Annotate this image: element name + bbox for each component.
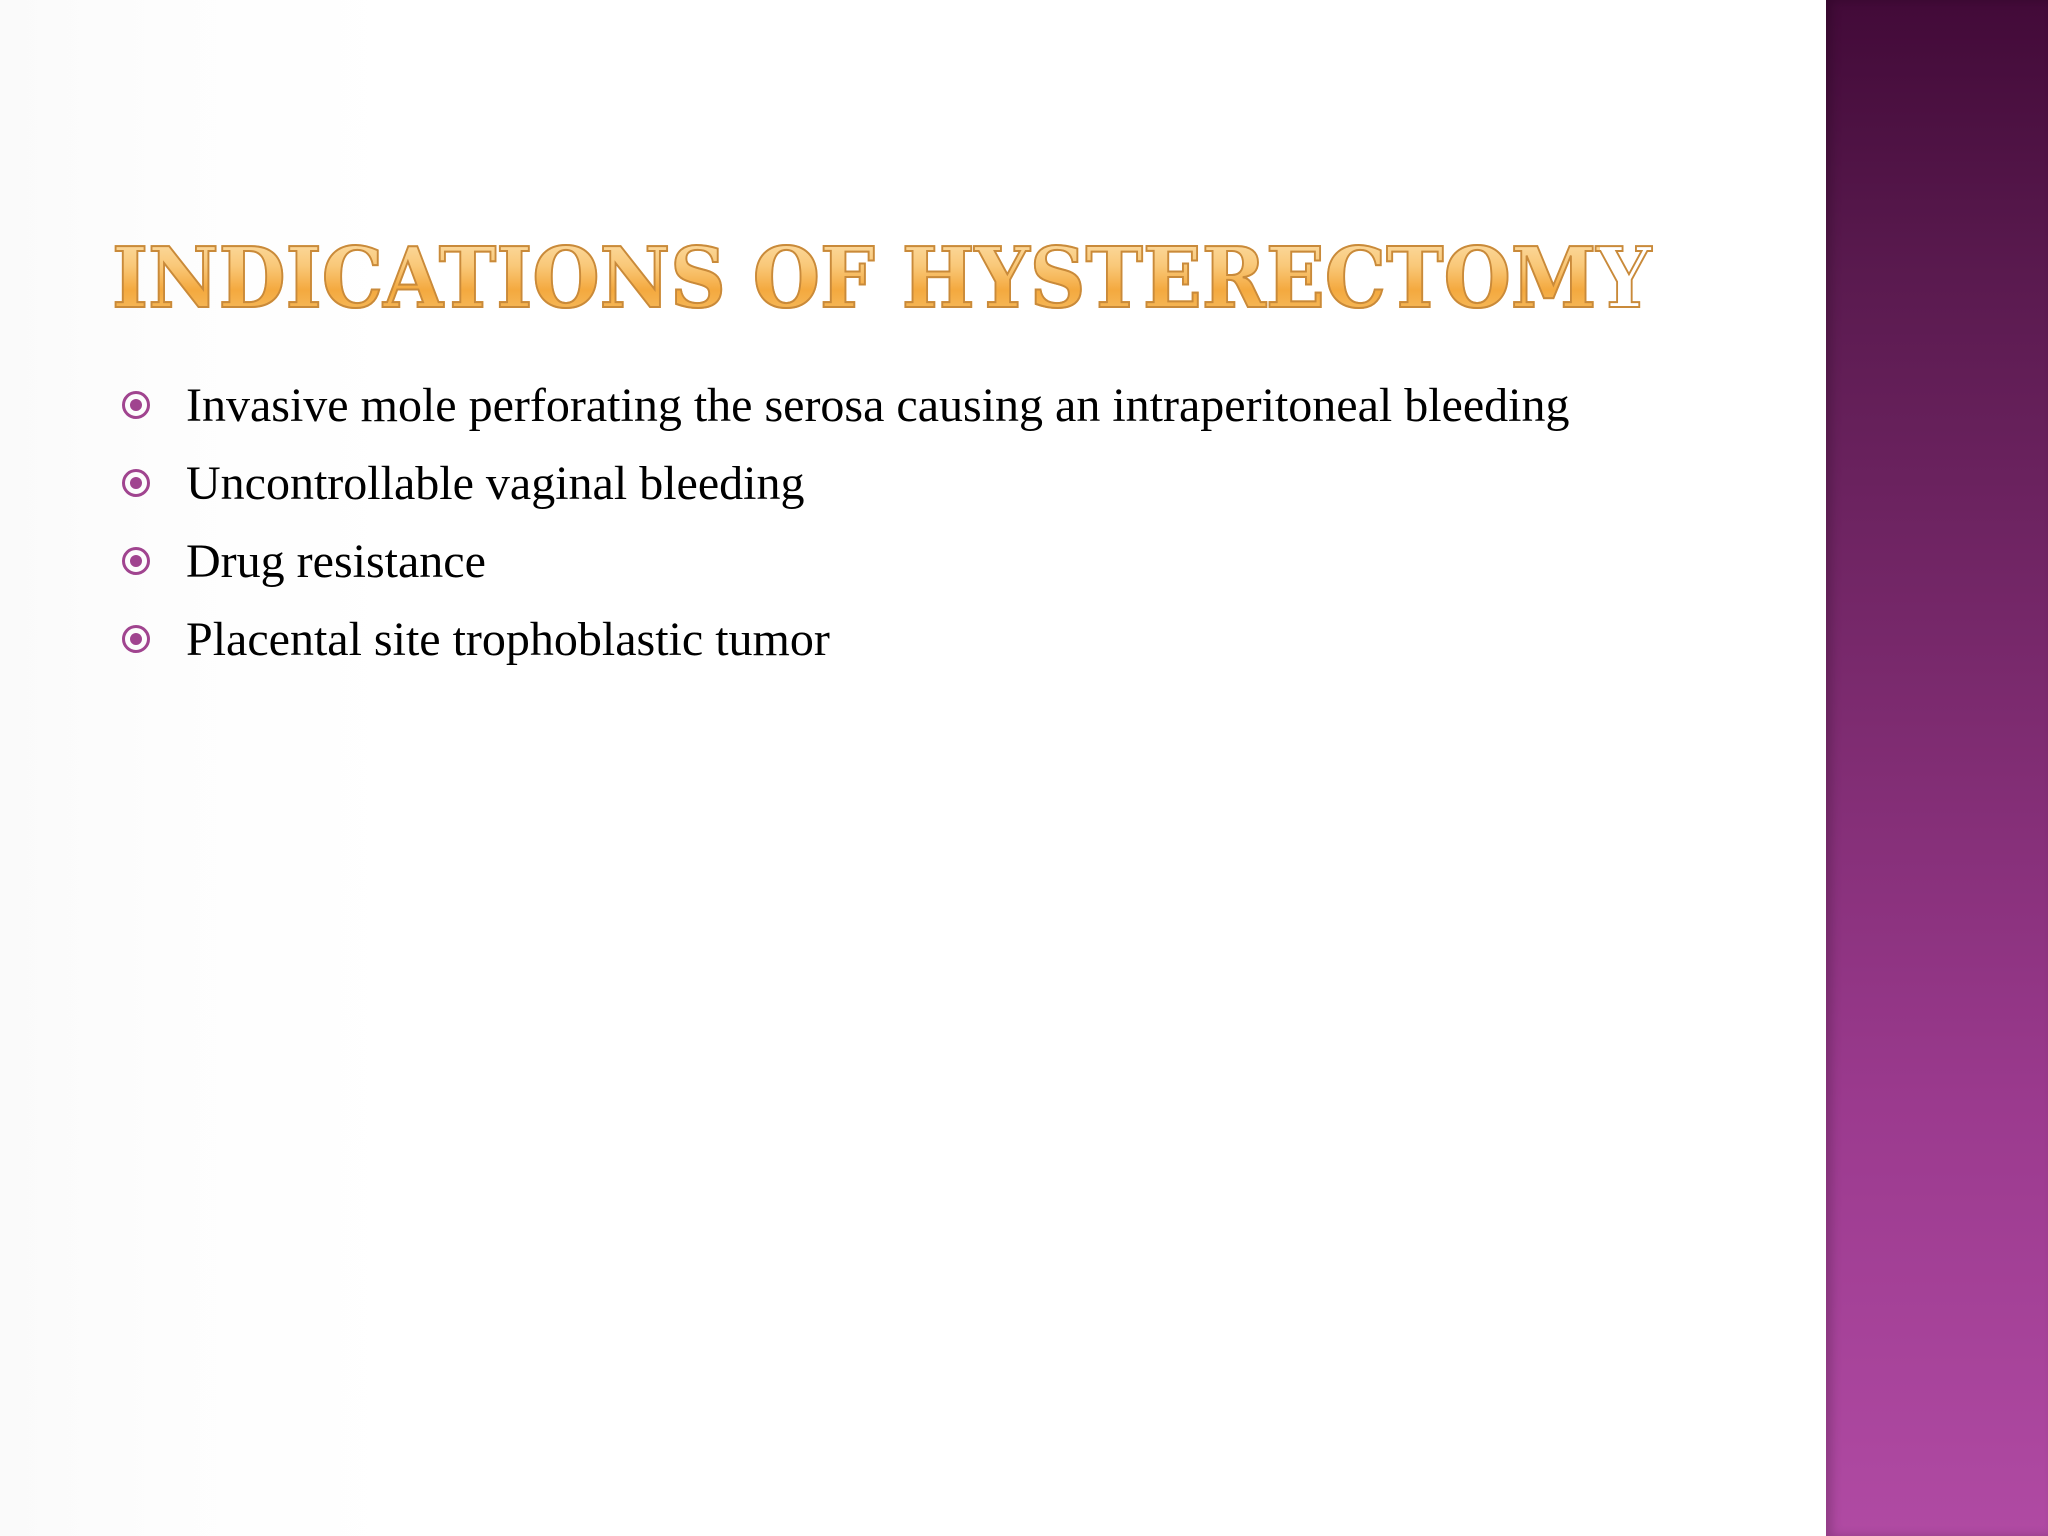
bullet-text: Invasive mole perforating the serosa causing an intraperitoneal bleeding <box>186 378 1570 432</box>
bullet-item <box>122 600 1570 678</box>
circle-dot-icon <box>122 391 150 419</box>
bullet-item <box>122 444 1570 522</box>
bullet-item <box>122 366 1570 444</box>
bullet-list <box>122 366 1570 678</box>
circle-dot-icon <box>122 547 150 575</box>
bullet-text: Drug resistance <box>186 534 486 588</box>
bullet-item <box>122 522 1570 600</box>
bullet-text: Uncontrollable vaginal bleeding <box>186 456 805 510</box>
bullet-text: Placental site trophoblastic tumor <box>186 612 830 666</box>
decorative-sidebar <box>1826 0 2048 1536</box>
circle-dot-icon <box>122 625 150 653</box>
circle-dot-icon <box>122 469 150 497</box>
slide-title: INDICATIONS OF HYSTERECTOMY <box>112 229 1652 327</box>
